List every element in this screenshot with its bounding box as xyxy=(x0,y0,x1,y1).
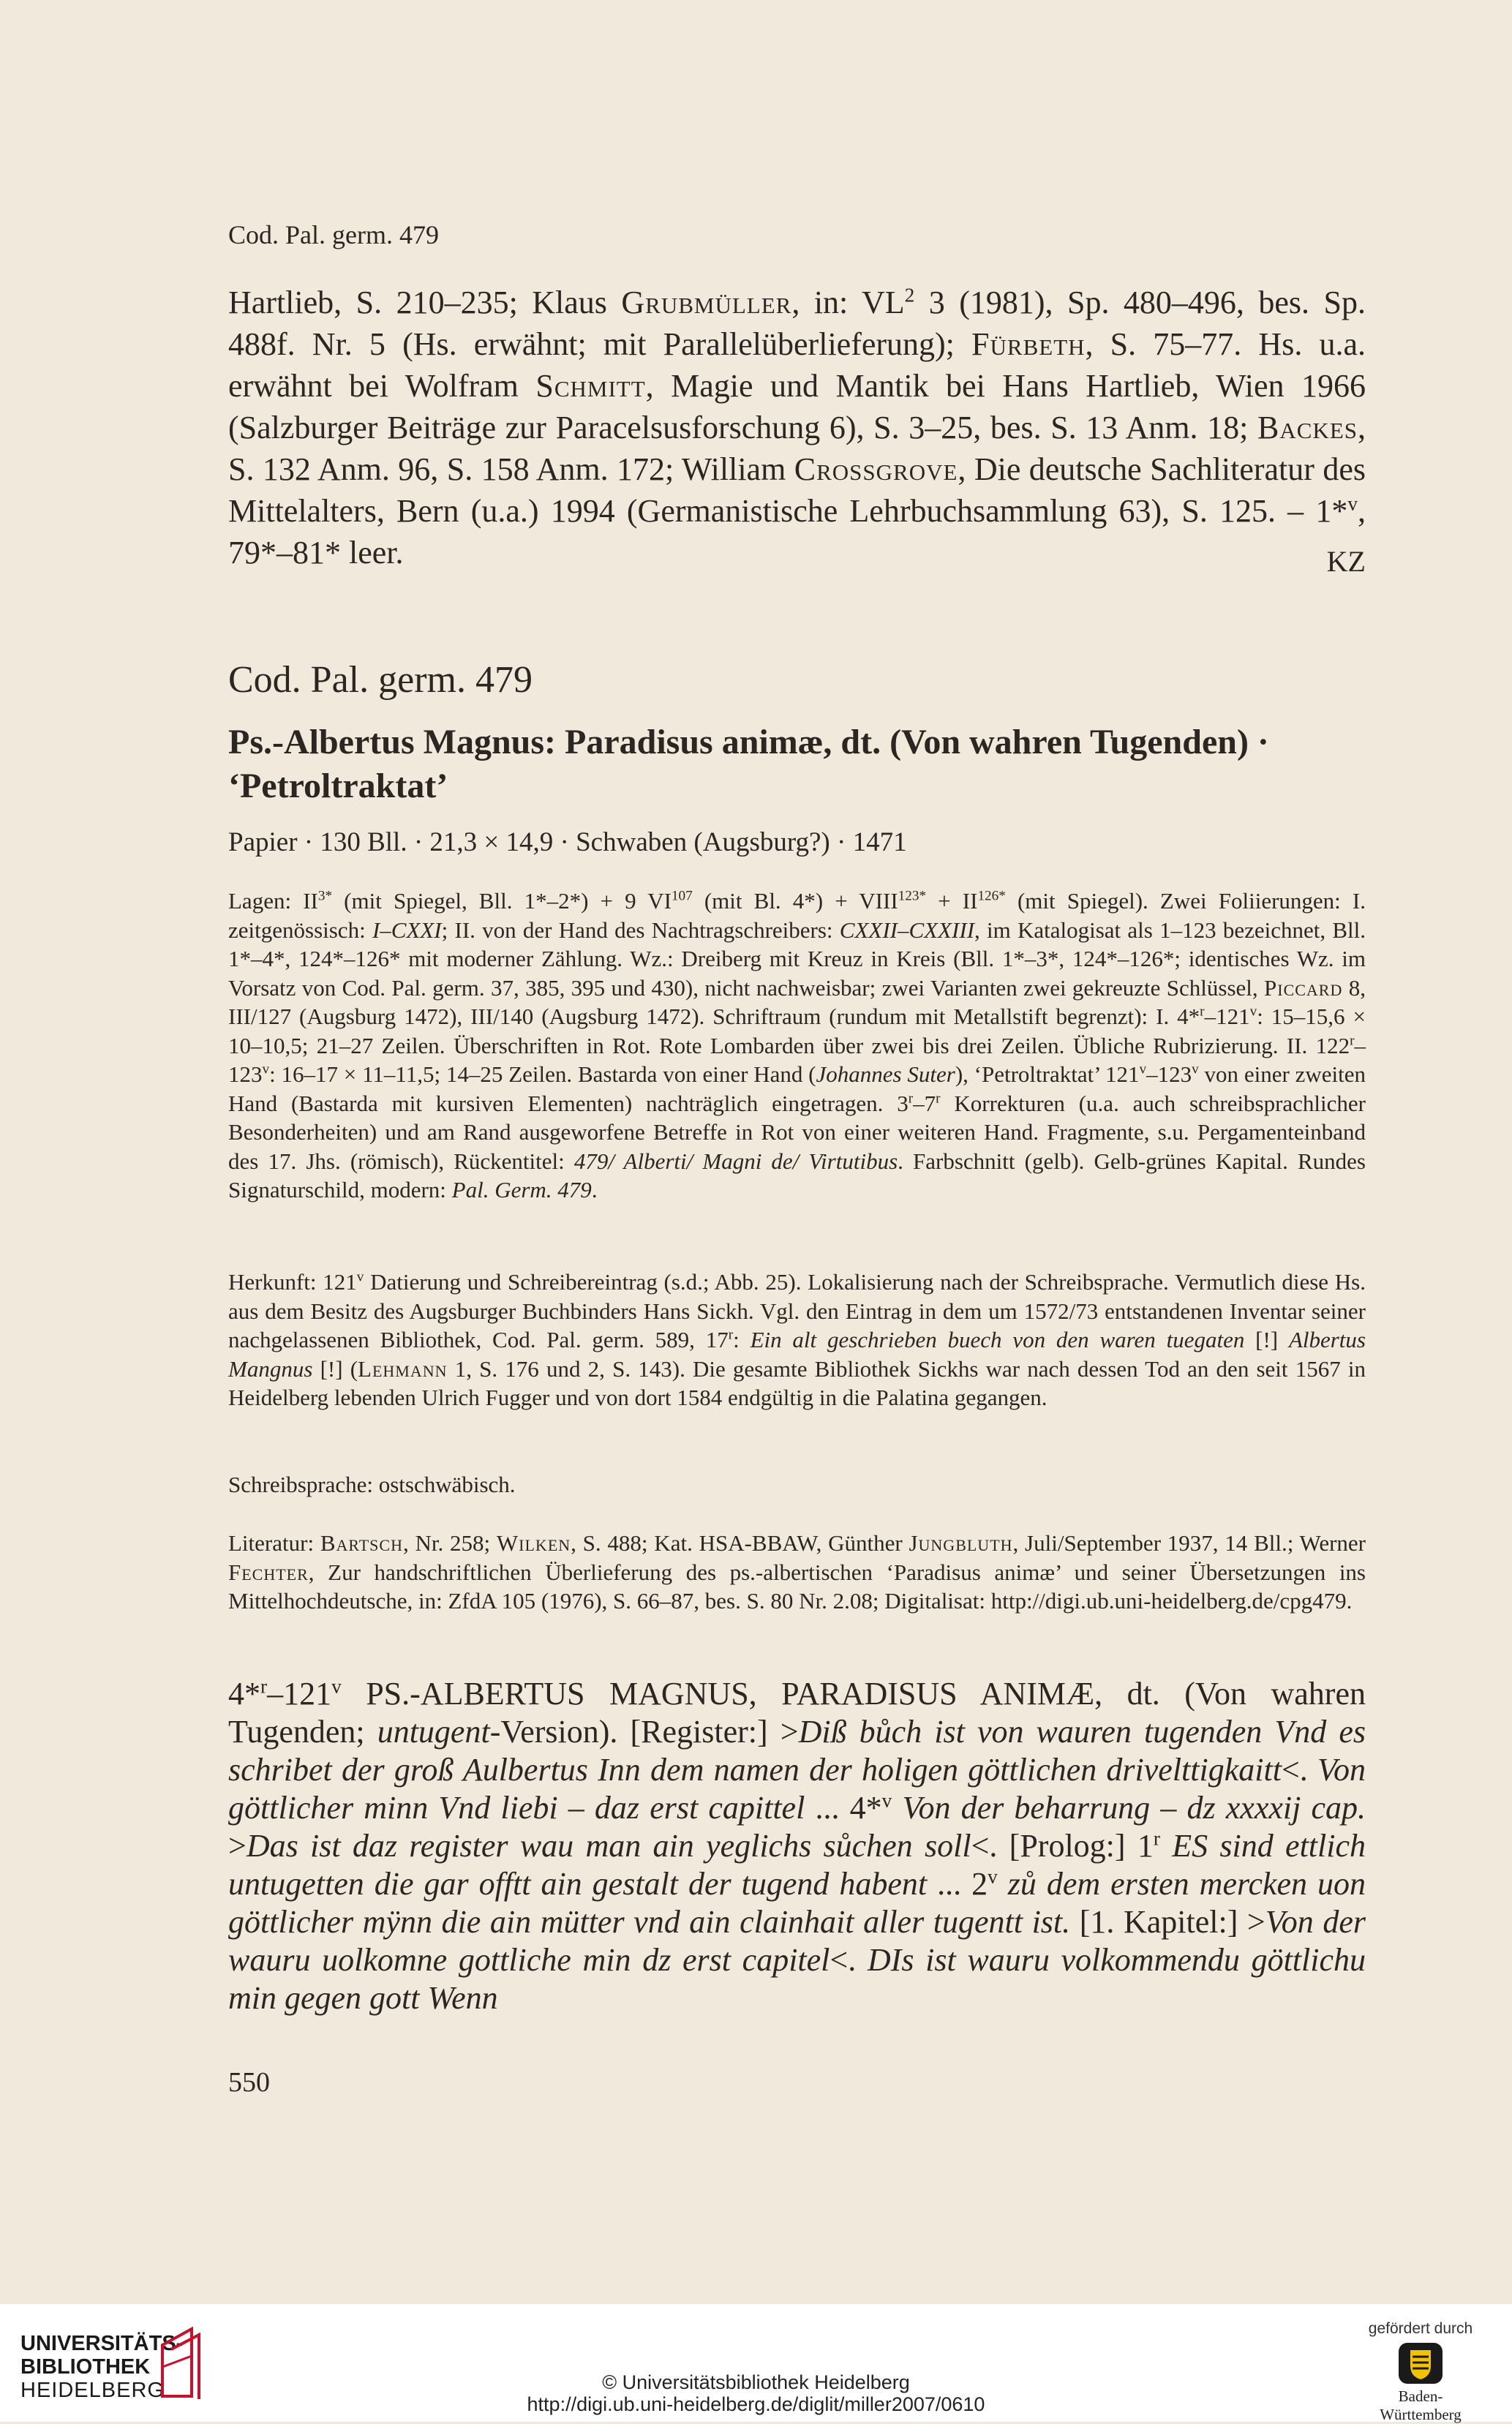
physical-description-line: Papier · 130 Bll. · 21,3 × 14,9 · Schwaben (Augsburg?) · 1471 xyxy=(228,827,907,857)
author-initials: KZ xyxy=(1326,545,1366,578)
funded-by-label: gefördert durch xyxy=(1368,2320,1473,2337)
entry-shelfmark-heading: Cod. Pal. germ. 479 xyxy=(228,659,533,701)
logo-line-3: HEIDELBERG xyxy=(20,2379,165,2402)
funder-badge[interactable] xyxy=(1358,2320,1483,2424)
herkunft-paragraph: Herkunft: 121$^v$ Datierung und Schreibereintrag (s.d.; Abb. 25). Lokalisierung nach der Schreibsprache. Vermutlich diese Hs. aus dem Besitz des Augsburger Buchbinders Hans Sickh. Vgl. den Eintrag in dem um 1572/73 entstandenen Inventar seiner nachgelassenen Bibliothek, Cod. Pal. germ. 589, 17$^r$: Ein alt geschrieben buech von den waren tuegaten [!] Albertus Mangnus [!] (Lehmann 1, S. 176 und 2, S. 143). Die gesamte Bibliothek Sickhs war nach dessen Tod an den seit 1567 in Heidelberg lebenden Ulrich Fugger und von dort 1584 endgültig in die Palatina gegangen. xyxy=(228,1269,1366,1410)
page-number: 550 xyxy=(228,2067,270,2098)
literatur-paragraph: Literatur: Bartsch, Nr. 258; Wilken, S. 488; Kat. HSA-BBAW, Günther Jungbluth, Juli/September 1937, 14 Bll.; Werner Fechter, Zur handschriftlichen Überlieferung des ps.-albertischen ‘Paradisus animæ’ und seiner Übersetzungen ins Mittelhochdeutsche, in: ZfdA 105 (1976), S. 66–87, bes. S. 80 Nr. 2.08; Digitalisat: http://digi.ub.uni-heidelberg.de/cpg479. xyxy=(228,1530,1366,1614)
funder-name: Baden-Württemberg xyxy=(1380,2387,1462,2423)
content-paragraph: 4*$^r$–121$^v$ PS.-ALBERTUS MAGNUS, PARADISUS ANIMÆ, dt. (Von wahren Tugenden; untugent-Version). [Register:] >Diß bůch ist von wauren tugenden Vnd es schribet der groß Aulbertus Inn dem namen der holigen göttlichen drivelttigkaitt<. Von göttlicher minn Vnd liebi – daz erst capittel ... 4*$^v$ Von der beharrung – dz xxxxij cap. >Das ist daz register wau man ain yeglichs sůchen soll<. [Prolog:] 1$^r$ ES sind ettlich untugetten die gar offtt ain gestalt der tugend habent ... 2$^v$ zů dem ersten mercken uon göttlicher mÿnn die ain mütter vnd ain clainhait aller tugentt ist. [1. Kapitel:] >Von der wauru uolkomne gottliche min dz erst capitel<. DIs ist wauru volkommendu göttlichu min gegen gott Wenn xyxy=(228,1675,1366,2016)
intro-paragraph: Hartlieb, S. 210–235; Klaus Grubmüller, in: $VL^2$ 3 (1981), Sp. 480–496, bes. Sp. 488f. Nr. 5 (Hs. erwähnt; mit Parallelüberlieferung); Fürbeth, S. 75–77. Hs. u.a. erwähnt bei Wolfram Schmitt, Magie und Mantik bei Hans Hartlieb, Wien 1966 (Salzburger Beiträge zur Paracelsusforschung 6), S. 3–25, bes. S. 13 Anm. 18; Backes, S. 132 Anm. 96, S. 158 Anm. 172; William Crossgrove, Die deutsche Sachliteratur des Mittelalters, Bern (u.a.) 1994 (Germanistische Lehrbuchsammlung 63), S. 125. – 1*$^v$, 79*–81* leer. xyxy=(228,284,1366,571)
copyright-text: © Universitätsbibliothek Heidelberg xyxy=(602,2371,910,2393)
entry-work-title: Ps.-Albertus Magnus: Paradisus animæ, dt. (Von wahren Tugenden) · ‘Petroltraktat’ xyxy=(228,723,1269,805)
schreibsprache-line: Schreibsprache: ostschwäbisch. xyxy=(228,1472,516,1497)
baden-wuerttemberg-coat-of-arms-icon xyxy=(1398,2342,1443,2385)
running-head: Cod. Pal. germ. 479 xyxy=(228,220,439,249)
logo-line-1: UNIVERSITÄTS- xyxy=(20,2332,184,2355)
lagen-paragraph: Lagen: $II^{3*}$ (mit Spiegel, Bll. 1*–2*) + 9 VI$^{107}$ (mit Bl. $4*) + VIII^{123*} + II^{126*}$ (mit Spiegel). Zwei Foliierungen: I. zeitgenössisch: I–CXXI; II. von der Hand des Nachtragschreibers: CXXII–CXXIII, im Katalogisat als 1–123 bezeichnet, Bll. 1*–4*, 124*–126* mit moderner Zählung. Wz.: Dreiberg mit Kreuz in Kreis (Bll. 1*–3*, 124*–126*; identisches Wz. im Vorsatz von Cod. Pal. germ. 37, 385, 395 und 430), nicht nachweisbar; zwei Varianten zwei gekreuzte Schlüssel, Piccard 8, III/127 (Augsburg 1472), III/140 (Augsburg 1472). Schriftraum (rundum mit Metallstift begrenzt): I. 4*$^r$–121$^v$: 15–15,6 × 10–10,5; 21–27 Zeilen. Überschriften in Rot. Rote Lombarden über zwei bis drei Zeilen. Übliche Rubrizierung. II. 122$^r$–123$^v$: 16–17 × 11–11,5; 14–25 Zeilen. Bastarda von einer Hand (Johannes Suter), ‘Petroltraktat’ 121$^v$–123$^v$ von einer zweiten Hand (Bastarda mit kursiven Elementen) nachträglich eingetragen. 3$^r$–7$^r$ Korrekturen (u.a. auch schreibsprachlicher Besonderheiten) und am Rand ausgeworfene Betreffe in Rot von einer weiteren Hand. Fragmente, s.u. Pergamenteinband des 17. Jhs. (römisch), Rückentitel: 479/ Alberti/ Magni de/ Virtutibus. Farbschnitt (gelb). Gelb-grünes Kapital. Rundes Signaturschild, modern: Pal. Germ. 479. xyxy=(228,888,1366,1202)
footer-credit xyxy=(0,2371,1512,2415)
permalink-url[interactable]: http://digi.ub.uni-heidelberg.de/diglit/miller2007/0610 xyxy=(527,2393,985,2415)
logo-line-2: BIBLIOTHEK xyxy=(20,2355,151,2379)
